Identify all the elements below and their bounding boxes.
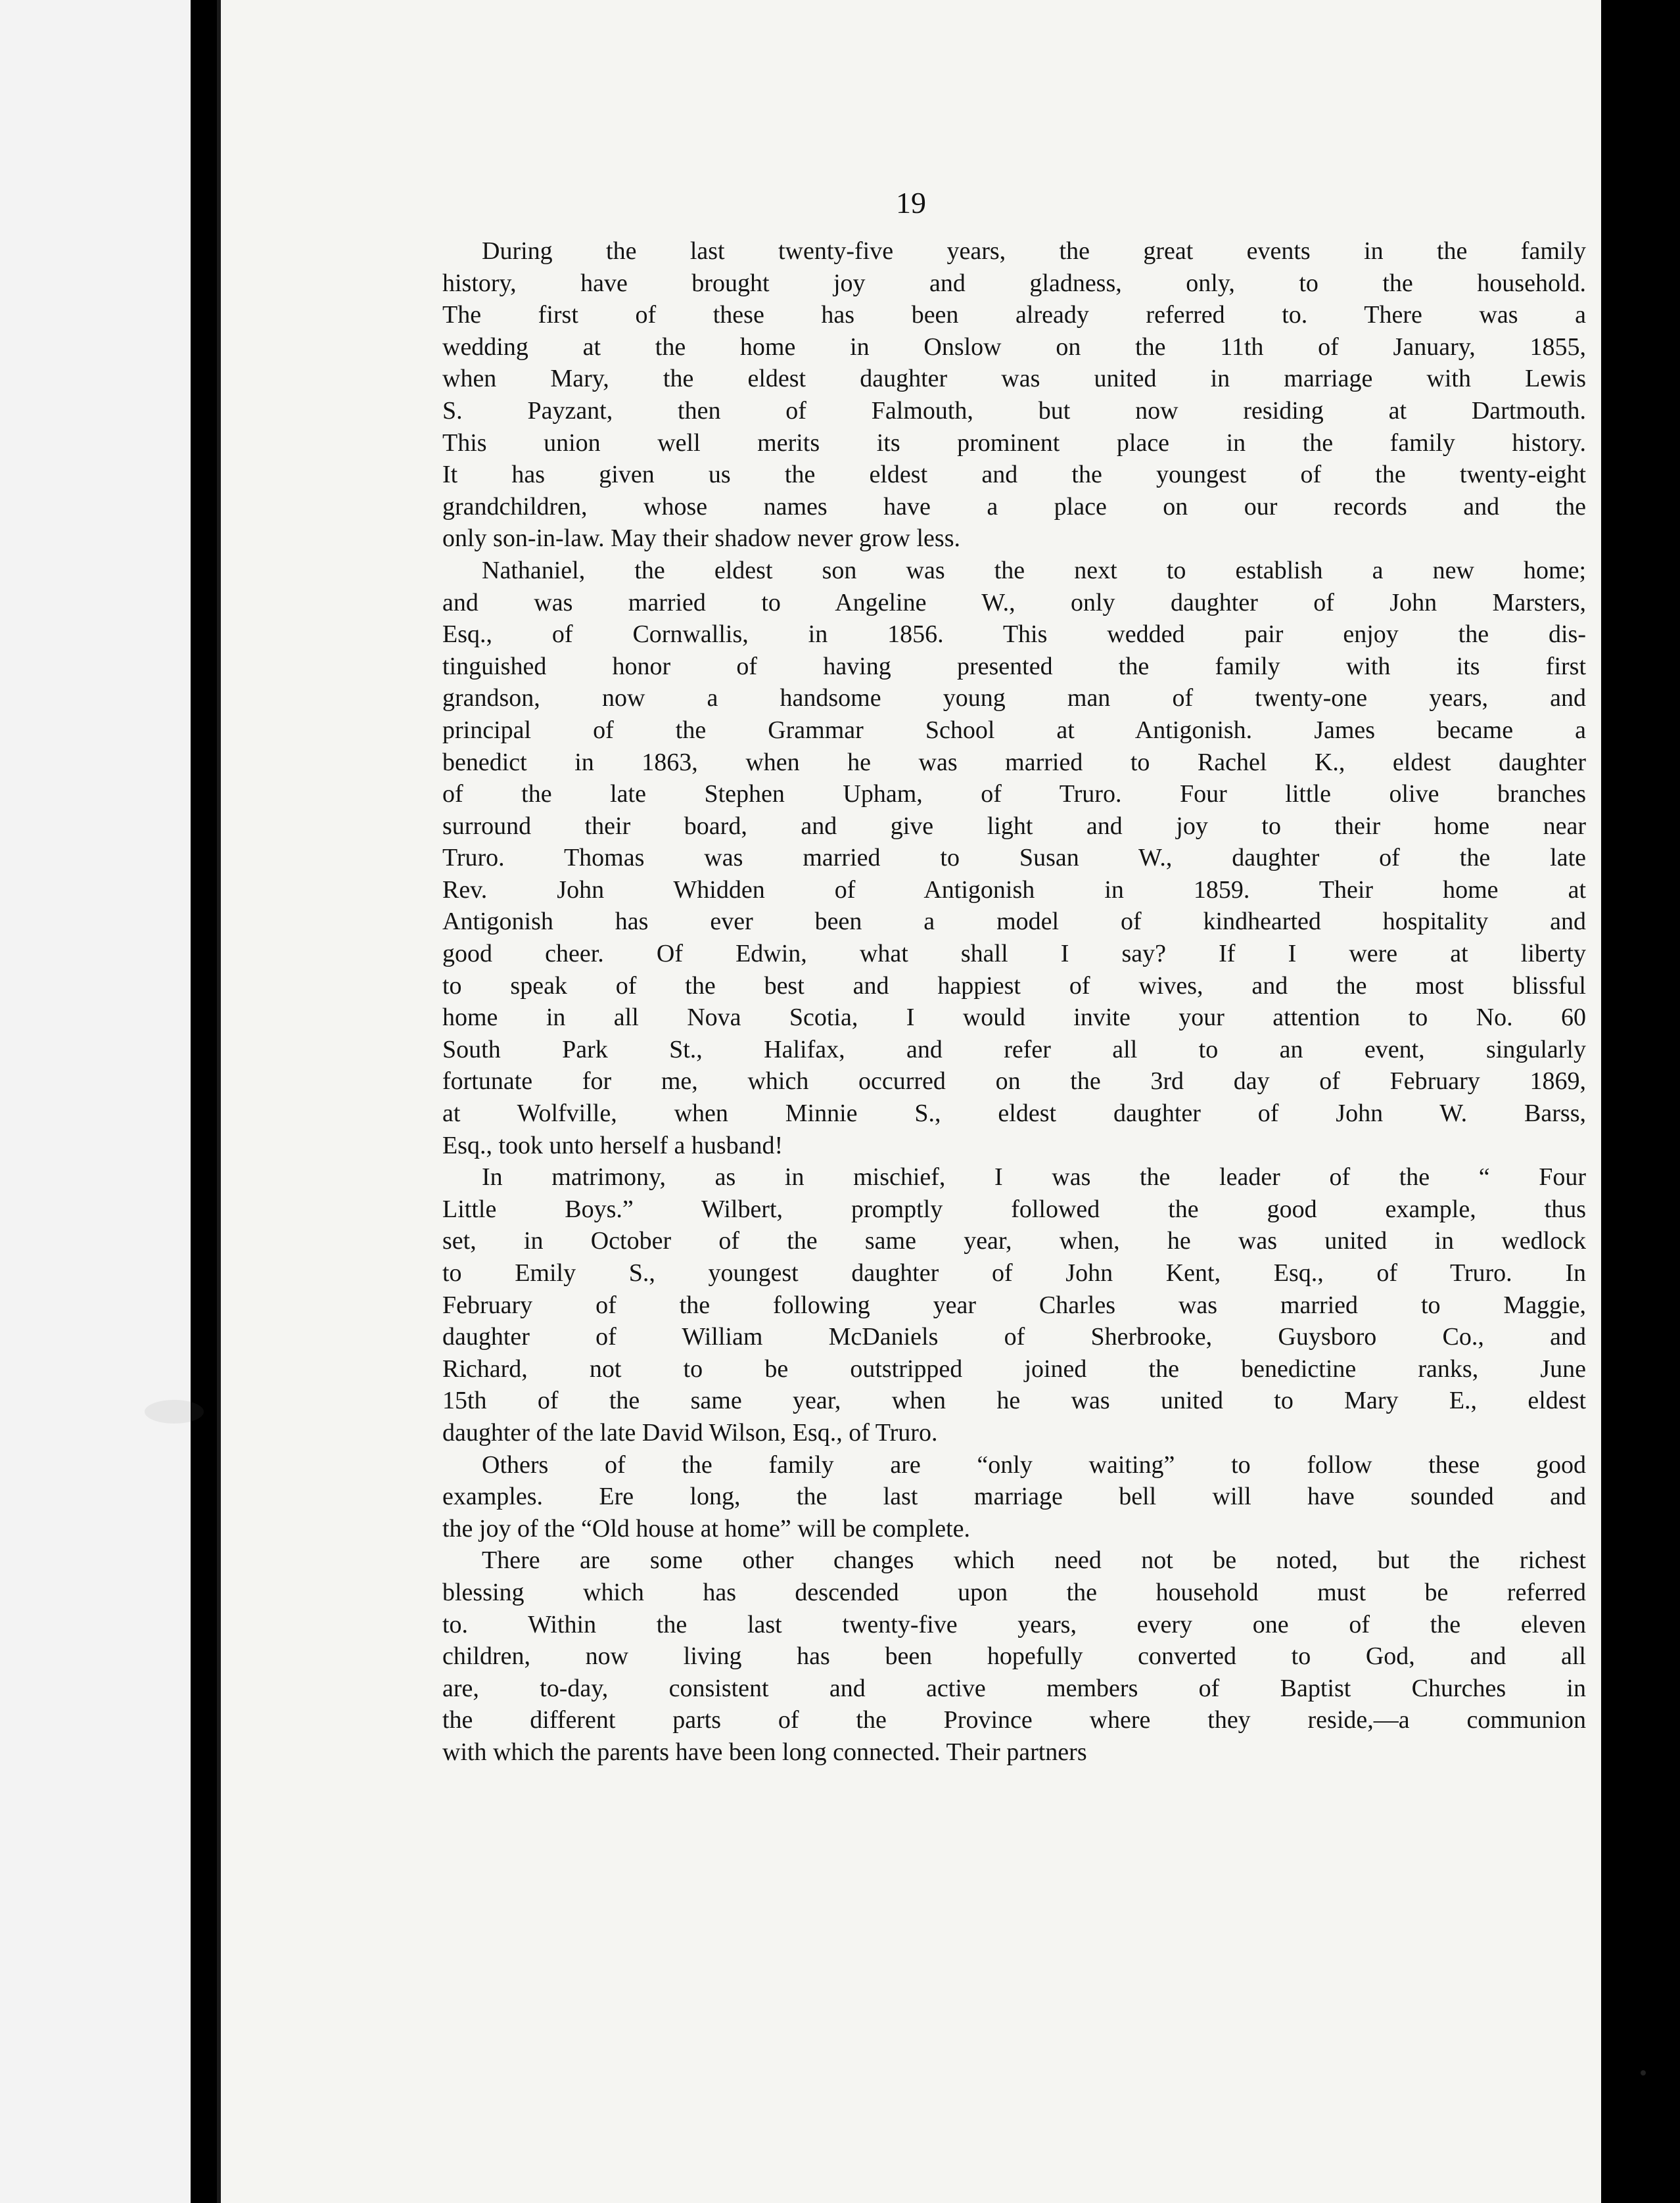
scan-speck <box>1641 2070 1646 2075</box>
paragraph <box>442 555 1586 1161</box>
page-number: 19 <box>896 186 926 220</box>
text-line: home in all Nova Scotia, I would invite your attention to No. 60 <box>442 1004 1586 1032</box>
text-line: Antigonish has ever been a model of kindhearted hospitality and <box>442 908 1586 936</box>
text-line: tinguished honor of having presented the family with its first <box>442 652 1586 680</box>
text-line: Rev. John Whidden of Antigonish in 1859. Their home at <box>442 875 1586 904</box>
text-line: The first of these has been already referred to. There was a <box>442 301 1586 329</box>
text-line: There are some other changes which need not be noted, but the richest <box>482 1546 1586 1575</box>
text-line: daughter of the late David Wilson, Esq., of Truro. <box>442 1418 938 1447</box>
paragraph <box>442 1161 1586 1449</box>
text-line: Others of the family are “only waiting” to follow these good <box>482 1450 1586 1479</box>
text-line: Nathaniel, the eldest son was the next to establish a new home; <box>482 556 1586 584</box>
paragraph <box>442 235 1586 555</box>
text-line: It has given us the eldest and the youngest of the twenty-eight <box>442 461 1586 489</box>
text-line: to speak of the best and happiest of wives, and the most blissful <box>442 971 1586 1000</box>
text-line: the different parts of the Province where they reside,—a communion <box>442 1706 1586 1734</box>
text-line: when Mary, the eldest daughter was united in marriage with Lewis <box>442 365 1586 393</box>
text-line: history, have brought joy and gladness, only, to the household. <box>442 269 1586 297</box>
text-line: principal of the Grammar School at Antigonish. James became a <box>442 716 1586 744</box>
text-line: good cheer. Of Edwin, what shall I say? If I were at liberty <box>442 940 1586 968</box>
text-line: only son-in-law. May their shadow never grow less. <box>442 524 960 553</box>
text-line: children, now living has been hopefully converted to God, and all <box>442 1642 1586 1671</box>
text-line: S. Payzant, then of Falmouth, but now residing at Dartmouth. <box>442 396 1586 425</box>
text-line: fortunate for me, which occurred on the 3rd day of February 1869, <box>442 1067 1586 1096</box>
book-page <box>217 0 1601 2203</box>
text-line: the joy of the “Old house at home” will be complete. <box>442 1514 971 1542</box>
facing-page-edge <box>0 0 191 2203</box>
text-line: February of the following year Charles was married to Maggie, <box>442 1291 1586 1319</box>
text-line: of the late Stephen Upham, of Truro. Four little olive branches <box>442 780 1586 808</box>
text-line: grandchildren, whose names have a place on our records and the <box>442 492 1586 521</box>
text-line: This union well merits its prominent place in the family history. <box>442 429 1586 457</box>
text-line: South Park St., Halifax, and refer all to an event, singularly <box>442 1035 1586 1063</box>
text-line: grandson, now a handsome young man of twenty-one years, and <box>442 684 1586 712</box>
paragraph <box>442 1449 1586 1545</box>
text-line: benedict in 1863, when he was married to Rachel K., eldest daughter <box>442 748 1586 776</box>
text-line: set, in October of the same year, when, he was united in wedlock <box>442 1227 1586 1255</box>
ink-smudge <box>145 1400 204 1424</box>
text-line: blessing which has descended upon the household must be referred <box>442 1578 1586 1606</box>
text-line: with which the parents have been long connected. Their partners <box>442 1738 1087 1766</box>
text-line: Esq., took unto herself a husband! <box>442 1131 783 1159</box>
page-body-text <box>442 235 1586 1769</box>
text-line: wedding at the home in Onslow on the 11th of January, 1855, <box>442 333 1586 361</box>
text-line: In matrimony, as in mischief, I was the leader of the “ Four <box>482 1163 1586 1192</box>
text-line: and was married to Angeline W., only daughter of John Marsters, <box>442 588 1586 616</box>
text-line: to Emily S., youngest daughter of John Kent, Esq., of Truro. In <box>442 1259 1586 1287</box>
text-line: 15th of the same year, when he was united to Mary E., eldest <box>442 1387 1586 1415</box>
text-line: daughter of William McDaniels of Sherbrooke, Guysboro Co., and <box>442 1323 1586 1351</box>
text-line: Truro. Thomas was married to Susan W., daughter of the late <box>442 844 1586 872</box>
text-line: at Wolfville, when Minnie S., eldest daughter of John W. Barss, <box>442 1100 1586 1128</box>
text-line: Richard, not to be outstripped joined the benedictine ranks, June <box>442 1355 1586 1383</box>
text-line: are, to-day, consistent and active members of Baptist Churches in <box>442 1674 1586 1702</box>
text-line: surround their board, and give light and joy to their home near <box>442 812 1586 840</box>
text-line: Little Boys.” Wilbert, promptly followed the good example, thus <box>442 1195 1586 1223</box>
paragraph <box>442 1544 1586 1768</box>
text-line: Esq., of Cornwallis, in 1856. This wedded pair enjoy the dis- <box>442 620 1586 649</box>
text-line: examples. Ere long, the last marriage bell will have sounded and <box>442 1483 1586 1511</box>
text-line: During the last twenty-five years, the great events in the family <box>482 237 1586 265</box>
text-line: to. Within the last twenty-five years, every one of the eleven <box>442 1610 1586 1638</box>
